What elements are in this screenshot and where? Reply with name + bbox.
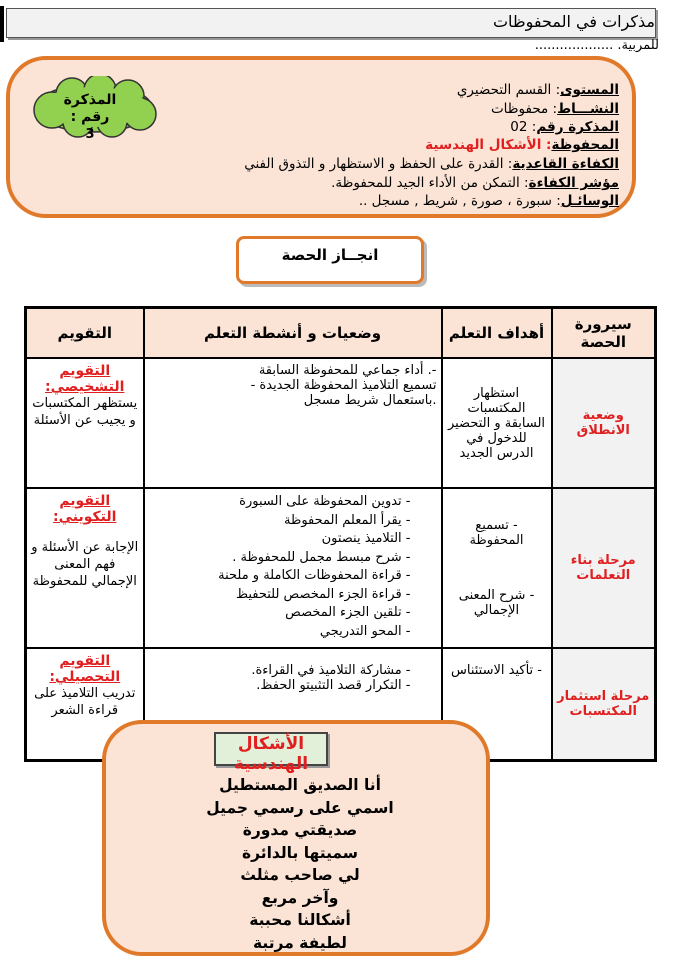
list-item: - شرح مبسط مجمل للمحفوظة . [149, 549, 411, 568]
stage-cell: مرحلة استثمار المكتسبات [552, 648, 656, 760]
goal-cell: - تسميع المحفوظة - شرح المعنى الإجمالي [442, 488, 552, 648]
evaluation-title: التقويم التكويني: [53, 493, 117, 525]
info-poem: المحفوظة: الأشكال الهندسية [425, 137, 619, 153]
list-item: - قراءة الجزء المخصص للتحفيظ [149, 586, 411, 605]
table-row [26, 358, 656, 488]
evaluation-cell [26, 358, 144, 488]
lesson-table [24, 306, 657, 762]
poem-line: أشكالنا محببة [249, 911, 351, 929]
list-item: - تلقين الجزء المخصص [149, 604, 411, 623]
list-item: - تدوين المحفوظة على السبورة [149, 493, 411, 512]
goal-cell: - تأكيد الاستئناس [442, 648, 552, 760]
poem-title: الأشكال الهندسية [233, 734, 309, 774]
poem-line: أنا الصديق المستطيل [219, 776, 381, 794]
list-item: تسميع التلاميذ المحفوظة الجديدة - [250, 378, 437, 393]
activities-cell [144, 488, 442, 648]
poem-line: لي صاحب مثلث [240, 866, 360, 884]
list-item: - قراءة المحفوظات الكاملة و ملحنة [149, 567, 411, 586]
table-header-row [26, 308, 656, 359]
left-margin-mark [0, 6, 4, 42]
info-memo-number: المذكرة رقم: 02 [510, 119, 619, 135]
teacher-line: للمربية. ................... [534, 38, 659, 53]
poem-lines [150, 774, 450, 954]
activities-cell [144, 358, 442, 488]
table-row [26, 488, 656, 648]
poem-line: وآخر مربع [261, 888, 339, 907]
stage-cell: وضعية الانطلاق [552, 358, 656, 488]
list-item: .باستعمال شريط مسجل [303, 393, 437, 408]
evaluation-title: التقويم التشخيصي: [45, 363, 125, 395]
evaluation-title: التقويم التحصيلي: [49, 653, 121, 685]
poem-line: لطيفة مرتبة [253, 933, 347, 952]
poem-line: صديقتي مدورة [242, 821, 358, 839]
list-item: - يقرأ المعلم المحفوظة [149, 512, 411, 531]
header-evaluation: التقويم [26, 308, 144, 359]
list-item: - التكرار قصد التثبيتو الحفظ. [149, 678, 411, 693]
list-item: - التلاميذ ينصتون [149, 530, 411, 549]
stage-cell: مرحلة بناء التعلمات [552, 488, 656, 648]
info-activity: النشـــاط: محفوظات [490, 101, 619, 117]
poem-line: اسمي على رسمي جميل [206, 798, 394, 817]
info-means: الوسائـل: سبورة ، صورة , شريط , مسجل .. [358, 193, 619, 209]
goal-cell: استظهار المكتسبات السابقة و التحضير للدخول في الدرس الجديد [442, 358, 552, 488]
evaluation-text: يستظهر المكتسبات و يجيب عن الأسئلة [32, 396, 138, 428]
info-competence: الكفاءة القاعدية: القدرة على الحفظ و الاستظهار و التذوق الفني [244, 156, 619, 172]
lesson-title: انجــاز الحصة [281, 246, 379, 264]
info-level: المستوى: القسم التحضيري [456, 82, 619, 98]
list-item: - مشاركة التلاميذ في القراءة. [149, 663, 411, 678]
evaluation-text: تدريب التلاميذ على قراءة الشعر [34, 686, 136, 718]
info-indicator: مؤشر الكفاءة: التمكن من الأداء الجيد للمحفوظة. [331, 175, 619, 191]
poem-line: سميتها بالدائرة [241, 843, 359, 862]
evaluation-text: الإجابة عن الأسئلة و فهم المعنى الإجمالي للمحفوظة [31, 540, 139, 589]
evaluation-cell [26, 488, 144, 648]
list-item: -. أداء جماعي للمحفوظة السابقة [258, 363, 437, 378]
page-title: مذكرات في المحفوظات [492, 12, 655, 31]
list-item: - المحو التدريجي [149, 623, 411, 642]
cloud-badge-text: المذكرة رقم : 3 [63, 92, 117, 142]
header-stage: سيرورة الحصة [552, 308, 656, 359]
header-activities: وضعيات و أنشطة التعلم [144, 308, 442, 359]
header-goals: أهداف التعلم [442, 308, 552, 359]
